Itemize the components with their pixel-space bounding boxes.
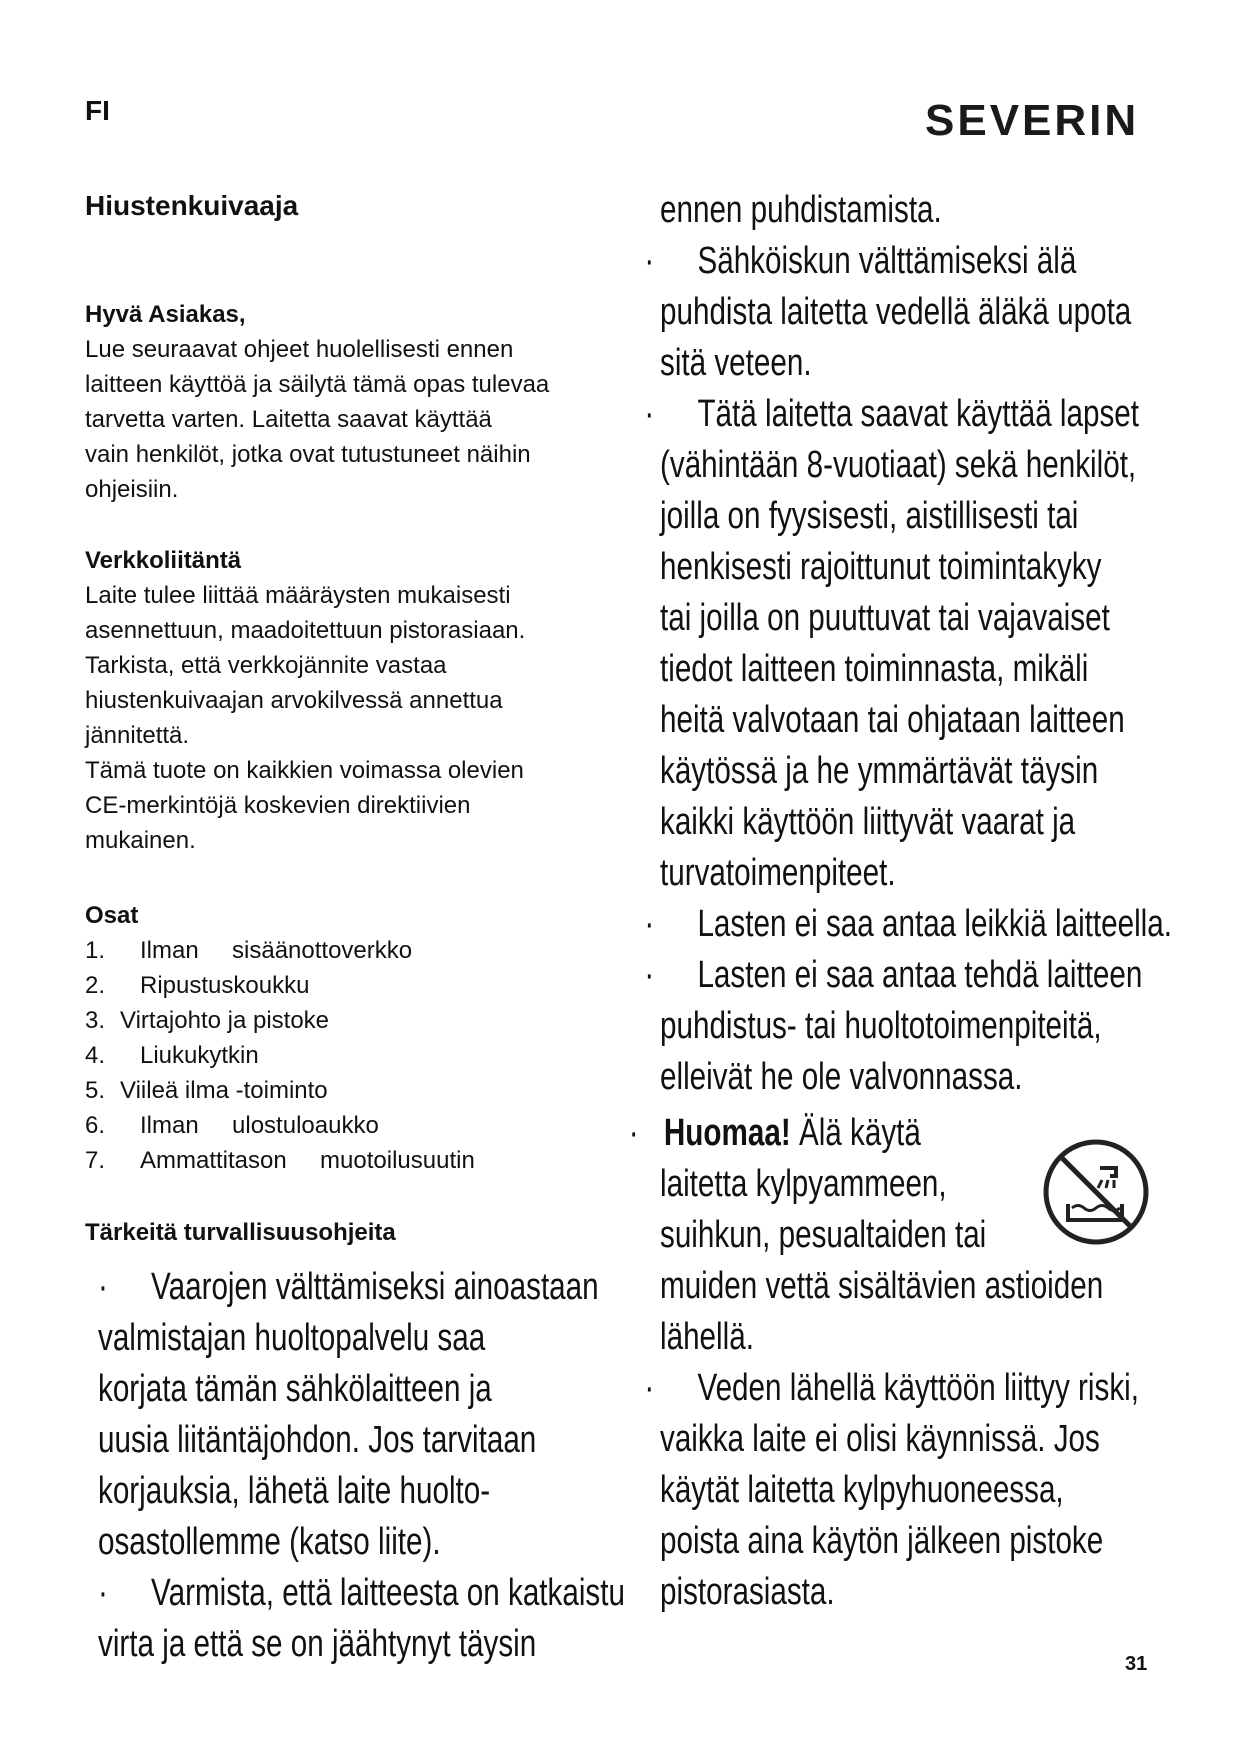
safety-line: turvatoimenpiteet.	[660, 852, 896, 894]
safety-line: uusia liitäntäjohdon. Jos tarvitaan	[98, 1419, 537, 1461]
safety-line: · Huomaa! Älä käytä	[629, 1108, 1139, 1159]
network-line: hiustenkuivaajan arvokilvessä annettua	[85, 687, 503, 714]
safety-line: · Veden lähellä käyttöön liittyy riski,	[644, 1363, 1139, 1414]
safety-line: osastollemme (katso liite).	[98, 1521, 441, 1563]
network-line: mukainen.	[85, 827, 196, 854]
no-water-use-icon	[1042, 1138, 1150, 1246]
language-code: FI	[85, 95, 110, 126]
safety-line: elleivät he ole valvonnassa.	[660, 1056, 1023, 1098]
parts-section	[85, 898, 645, 1178]
safety-line: henkisesti rajoittunut toimintakyky	[660, 546, 1102, 588]
parts-list-item: 6. Ilman ulostuloaukko	[85, 1112, 379, 1139]
intro-line: ohjeisiin.	[85, 476, 179, 503]
network-line: CE-merkintöjä koskevien direktiivien	[85, 792, 471, 819]
bullet: ·	[644, 393, 655, 435]
parts-list-item: 1. Ilman sisäänottoverkko	[85, 937, 413, 964]
safety-column-left	[98, 1262, 625, 1670]
safety-line: tai joilla on puuttuvat tai vajavaiset	[660, 597, 1110, 639]
safety-line: tiedot laitteen toiminnasta, mikäli	[660, 648, 1089, 690]
intro-line: laitteen käyttöä ja säilytä tämä opas tulevaa	[85, 371, 550, 398]
safety-line: heitä valvotaan tai ohjataan laitteen	[660, 699, 1125, 741]
bullet: ·	[628, 1112, 639, 1154]
page-number: 31	[1125, 1653, 1148, 1675]
safety-line: valmistajan huoltopalvelu saa	[98, 1317, 486, 1359]
safety-heading: Tärkeitä turvallisuusohjeita	[85, 1219, 396, 1246]
page-title: Hiustenkuivaaja	[85, 190, 299, 221]
safety-line: puhdista laitetta vedellä äläkä upota	[660, 291, 1132, 333]
parts-list-item: 3. Virtajohto ja pistoke	[85, 1007, 330, 1034]
intro-line: vain henkilöt, jotka ovat tutustuneet näihin	[85, 441, 531, 468]
intro-line: Lue seuraavat ohjeet huolellisesti ennen	[85, 336, 514, 363]
warning-label: Huomaa!	[663, 1112, 791, 1154]
parts-list-item: 5. Viileä ilma -toiminto	[85, 1077, 328, 1104]
safety-line: virta ja että se on jäähtynyt täysin	[98, 1623, 537, 1665]
network-line: asennettuun, maadoitettuun pistorasiaan.	[85, 617, 526, 644]
safety-line: laitetta kylpyammeen,	[660, 1163, 947, 1205]
safety-line: korjata tämän sähkölaitteen ja	[98, 1368, 492, 1410]
bullet: ·	[644, 903, 655, 945]
network-line: Tarkista, että verkkojännite vastaa	[85, 652, 447, 679]
safety-line: · Lasten ei saa antaa leikkiä laitteella.	[644, 899, 1172, 950]
intro-heading: Hyvä Asiakas,	[85, 301, 246, 328]
safety-line: muiden vettä sisältävien astioiden	[660, 1265, 1104, 1307]
intro-section	[85, 297, 645, 507]
safety-line: suihkun, pesualtaiden tai	[660, 1214, 987, 1256]
safety-line: käytössä ja he ymmärtävät täysin	[660, 750, 1099, 792]
safety-line: sitä veteen.	[660, 342, 812, 384]
safety-line: · Lasten ei saa antaa tehdä laitteen	[644, 950, 1172, 1001]
safety-line: · Vaarojen välttämiseksi ainoastaan	[98, 1262, 625, 1313]
bullet: ·	[644, 1367, 655, 1409]
safety-line: · Tätä laitetta saavat käyttää lapset	[644, 389, 1172, 440]
safety-line: poista aina käytön jälkeen pistoke	[660, 1520, 1104, 1562]
bullet: ·	[98, 1266, 108, 1308]
network-heading: Verkkoliitäntä	[85, 547, 242, 574]
network-section	[85, 543, 645, 858]
safety-line: korjauksia, lähetä laite huolto-	[98, 1470, 491, 1512]
safety-column-right	[644, 185, 1172, 1103]
safety-line: pistorasiasta.	[660, 1571, 835, 1613]
parts-list-item: 2. Ripustuskoukku	[85, 972, 310, 999]
network-line: jännitettä.	[85, 722, 190, 749]
bullet: ·	[644, 954, 655, 996]
safety-line: kaikki käyttöön liittyvät vaarat ja	[660, 801, 1076, 843]
safety-line: lähellä.	[660, 1316, 754, 1358]
bullet: ·	[644, 240, 655, 282]
safety-line: joilla on fyysisesti, aistillisesti tai	[660, 495, 1079, 537]
safety-line: (vähintään 8-vuotiaat) sekä henkilöt,	[660, 444, 1137, 486]
parts-heading: Osat	[85, 902, 139, 929]
safety-line: ennen puhdistamista.	[660, 189, 942, 231]
network-line: Laite tulee liittää määräysten mukaisesti	[85, 582, 511, 609]
parts-list-item: 7. Ammattitason muotoilusuutin	[85, 1147, 475, 1174]
safety-line: puhdistus- tai huoltotoimenpiteitä,	[660, 1005, 1102, 1047]
severin-logo: SEVERIN	[925, 96, 1140, 145]
parts-list-item: 4. Liukukytkin	[85, 1042, 259, 1069]
safety-line: käytät laitetta kylpyhuoneessa,	[660, 1469, 1064, 1511]
bullet: ·	[98, 1572, 108, 1614]
safety-line: vaikka laite ei olisi käynnissä. Jos	[660, 1418, 1100, 1460]
safety-line: · Varmista, että laitteesta on katkaistu	[98, 1568, 625, 1619]
intro-line: tarvetta varten. Laitetta saavat käyttää	[85, 406, 492, 433]
network-line: Tämä tuote on kaikkien voimassa olevien	[85, 757, 524, 784]
safety-line: · Sähköiskun välttämiseksi älä	[644, 236, 1172, 287]
